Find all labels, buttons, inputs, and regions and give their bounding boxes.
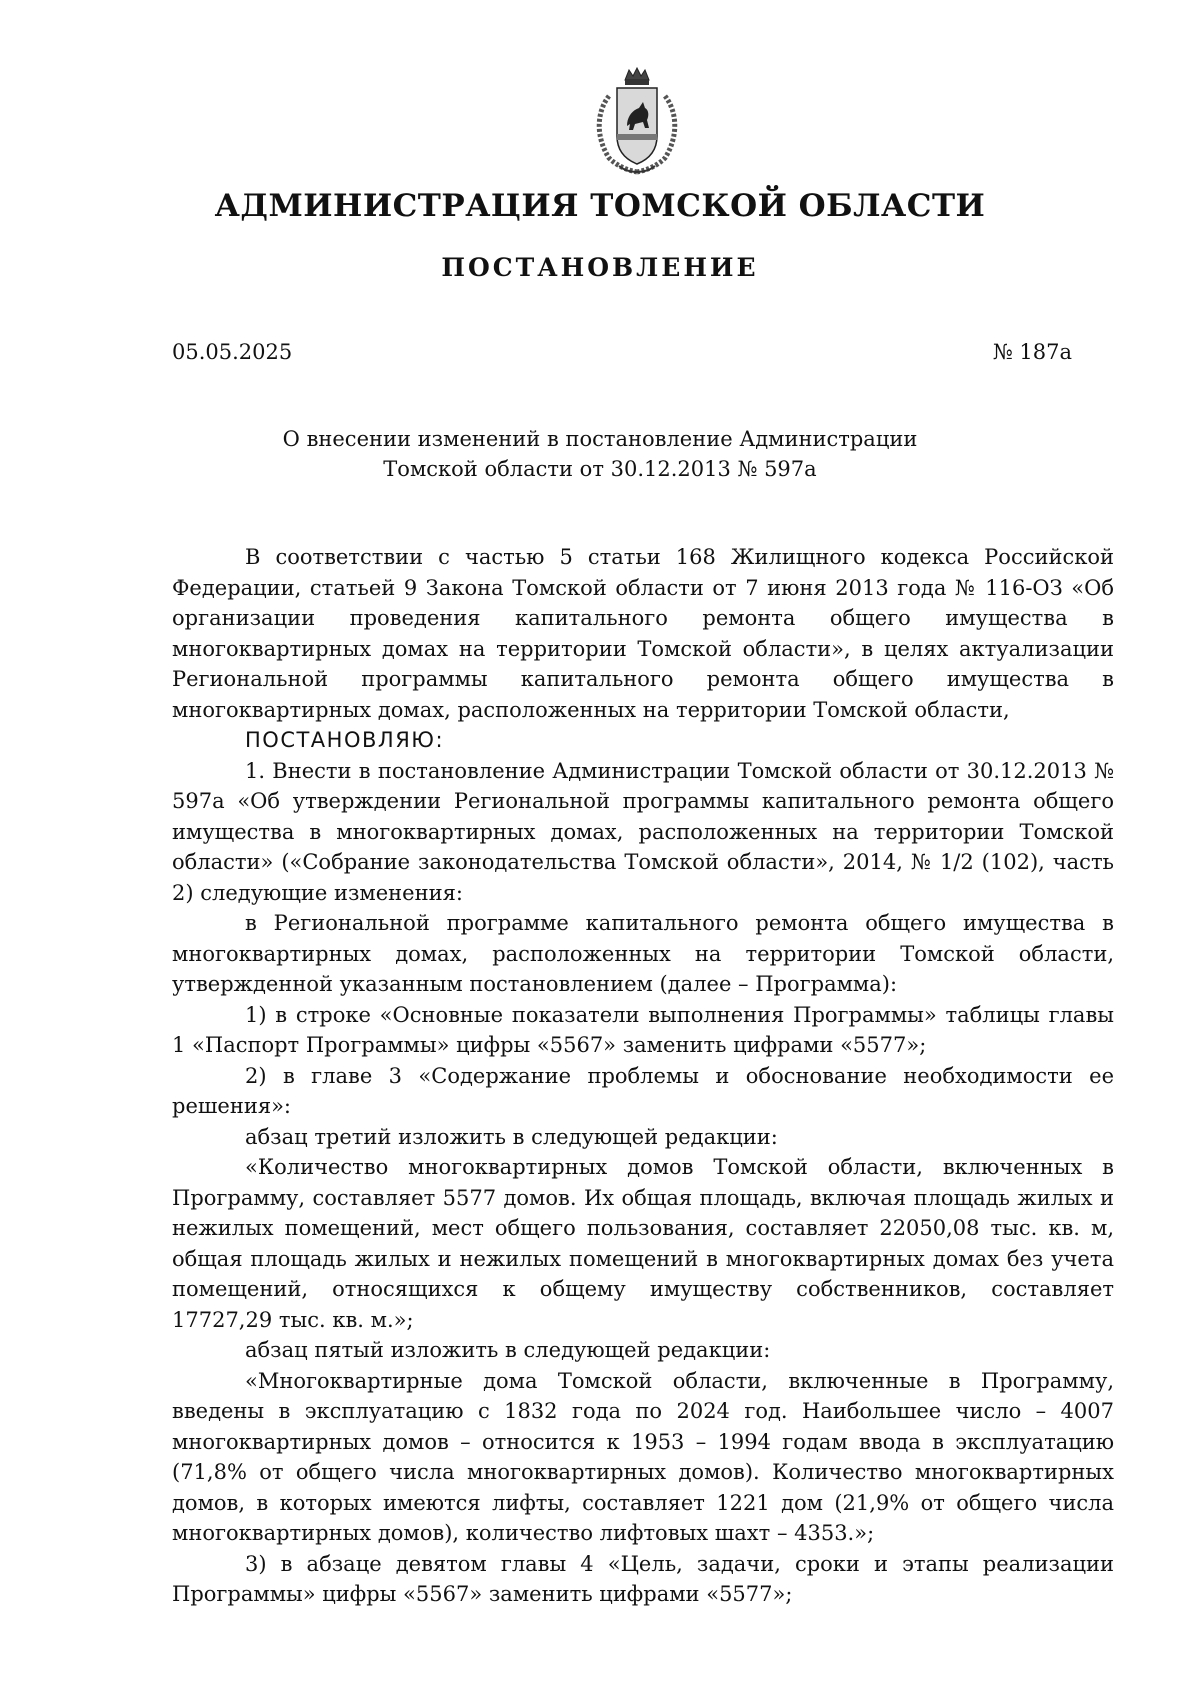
paragraph: В соответствии с частью 5 статьи 168 Жилищного кодекса Российской Федерации, статьей 9 Закона Томской области от 7 июня 2013 года № 116-ОЗ «Об организации проведения капитального ремонта общего имущества в многоквартирных домах на территории Томской области», в целях актуализации Региональной программы капитального ремонта общего имущества в многоквартирных домах, расположенных на территории Томской области, xyxy=(172,545,1114,722)
subject-line: О внесении изменений в постановление Администрации xyxy=(282,427,918,451)
organization-title: АДМИНИСТРАЦИЯ ТОМСКОЙ ОБЛАСТИ xyxy=(214,188,986,224)
paragraph: абзац третий изложить в следующей редакции: xyxy=(245,1124,778,1149)
paragraph: «Многоквартирные дома Томской области, включенные в Программу, введены в эксплуатацию с 1832 года по 2024 год. Наибольшее число – 4007 многоквартирных домов – относится к 1953 – 1994 годам ввода в эксплуатацию (71,8% от общего числа многоквартирных домов). Количество многоквартирных домов, в которых имеются лифты, составляет 1221 дом (21,9% от общего числа многоквартирных домов), количество лифтовых шахт – 4353.»; xyxy=(172,1368,1114,1545)
paragraph: «Количество многоквартирных домов Томской области, включенных в Программу, составляет 5577 домов. Их общая площадь, включая площадь жилых и нежилых помещений, мест общего пользования, составляет 22050,08 тыс. кв. м, общая площадь жилых и нежилых помещений в многоквартирных домах без учета помещений, относящихся к общему имуществу собственников, составляет 17727,29 тыс. кв. м.»; xyxy=(172,1155,1114,1332)
paragraph: 1) в строке «Основные показатели выполнения Программы» таблицы главы 1 «Паспорт Программы» цифры «5567» заменить цифрами «5577»; xyxy=(172,1002,1114,1057)
decree-word: ПОСТАНОВЛЯЮ: xyxy=(245,728,445,752)
document-subject xyxy=(0,424,1200,484)
paragraph: в Региональной программе капитального ремонта общего имущества в многоквартирных домах, расположенных на территории Томской области, утвержденной указанным постановлением (далее – Программа): xyxy=(172,911,1114,996)
paragraph: 1. Внести в постановление Администрации Томской области от 30.12.2013 № 597а «Об утверждении Региональной программы капитального ремонта общего имущества в многоквартирных домах, расположенных на территории Томской области» («Собрание законодательства Томской области», 2014, № 1/2 (102), часть 2) следующие изменения: xyxy=(172,758,1114,905)
coat-of-arms-icon xyxy=(587,66,687,178)
document-type-title: ПОСТАНОВЛЕНИЕ xyxy=(441,253,759,282)
document-number: № 187а xyxy=(992,340,1072,364)
document-date: 05.05.2025 xyxy=(172,340,293,364)
paragraph: 3) в абзаце девятом главы 4 «Цель, задачи, сроки и этапы реализации Программы» цифры «5567» заменить цифрами «5577»; xyxy=(172,1551,1114,1606)
document-body xyxy=(172,542,1114,1610)
paragraph: 2) в главе 3 «Содержание проблемы и обоснование необходимости ее решения»: xyxy=(172,1063,1114,1118)
paragraph: абзац пятый изложить в следующей редакции: xyxy=(245,1338,771,1362)
subject-line: Томской области от 30.12.2013 № 597а xyxy=(383,457,817,481)
